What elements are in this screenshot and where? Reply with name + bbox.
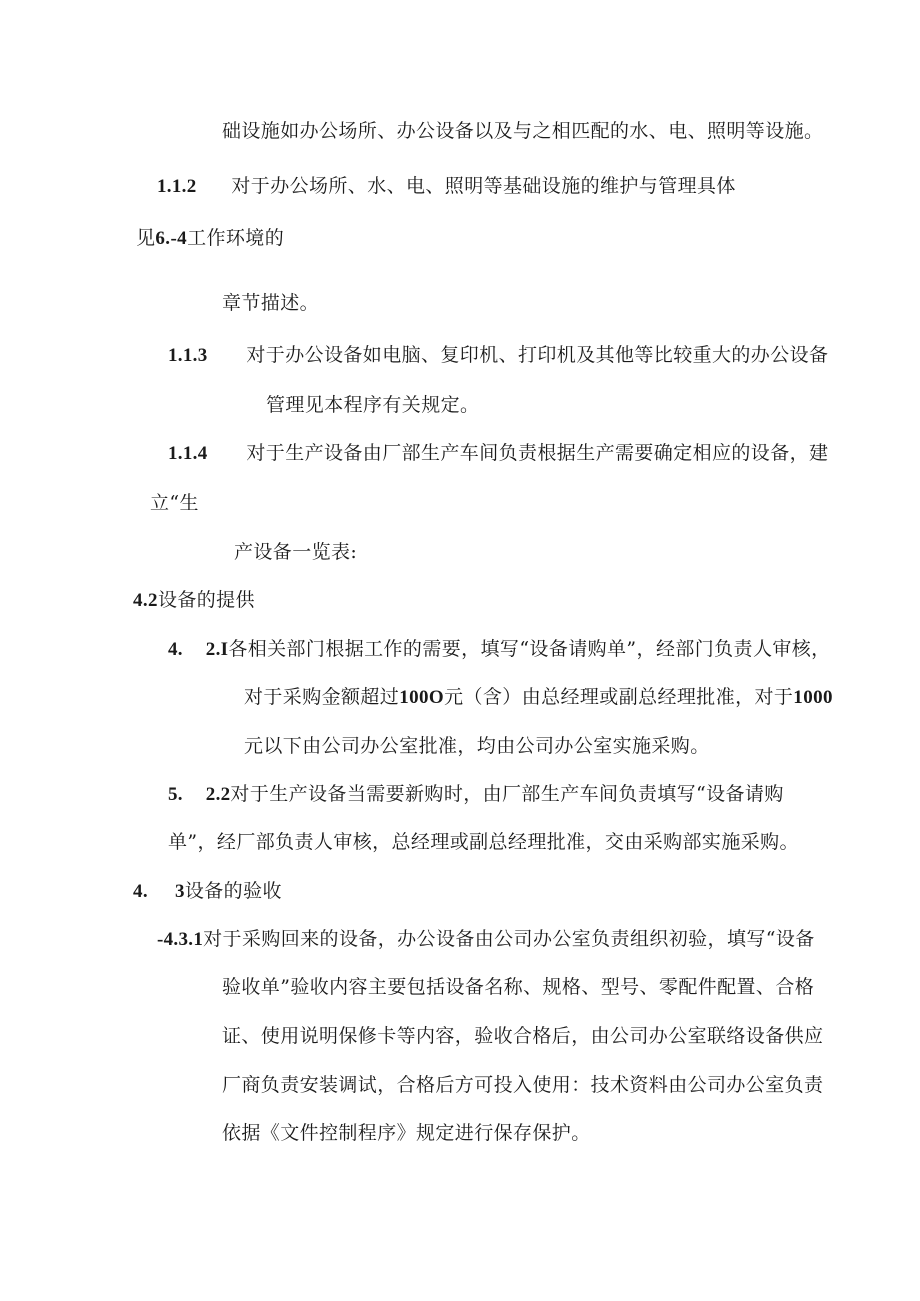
- section-4-3-1-line-3: [222, 1023, 823, 1049]
- section-title: 设备的验收: [184, 880, 282, 902]
- text-segment: 厂商负责安装调试，合格后方可投入使用：技术资料由公司办公室负责: [222, 1074, 824, 1096]
- section-number-part: 2.2: [205, 784, 231, 805]
- amount-number: 100O: [399, 687, 445, 708]
- section-4-2-2: [168, 781, 784, 808]
- section-4-2-1-line-3: [244, 733, 710, 759]
- section-4-3-1-line-5: [222, 1120, 591, 1146]
- section-number: 4.2: [133, 590, 158, 611]
- continuation-text: 工作环境的: [187, 227, 285, 249]
- section-number: 1.1.4: [168, 443, 208, 464]
- section-1-1-4-continuation: [150, 490, 199, 516]
- section-title: 设备的提供: [157, 589, 255, 611]
- section-text: 各相关部门根据工作的需要，填写“设备请购单”，经部门负责人审核，: [228, 638, 831, 660]
- section-number: 1.1.2: [157, 176, 197, 197]
- section-1-1-3: [168, 342, 828, 369]
- section-1-1-2-continuation: [136, 225, 284, 252]
- section-text: 对于生产设备当需要新购时，由厂部生产车间负责填写“设备请购: [230, 783, 784, 805]
- section-4-2-heading: [133, 587, 255, 614]
- continuation-text: 章节描述。: [222, 292, 320, 314]
- section-1-1-4: [168, 440, 828, 467]
- section-text: 对于采购回来的设备，办公设备由公司办公室负责组织初验，填写“设备: [203, 928, 815, 950]
- section-4-3-heading: [133, 878, 282, 905]
- continuation-prefix: 见: [136, 227, 156, 249]
- section-4-2-1: [168, 636, 831, 663]
- section-4-3-1-line-4: [222, 1072, 823, 1098]
- amount-number: 1000: [793, 687, 833, 708]
- section-4-2-2-continuation: [168, 829, 799, 855]
- section-number-part: 3: [174, 881, 185, 902]
- section-reference-number: 6.-4: [155, 228, 188, 249]
- section-1-1-2: [157, 173, 736, 200]
- continuation-text: 立“生: [150, 492, 199, 514]
- text-segment: 元（含）由总经理或副总经理批准，对于: [444, 686, 794, 708]
- section-4-3-1-line-2: [222, 974, 814, 1000]
- paragraph-text: 础设施如办公场所、办公设备以及与之相匹配的水、电、照明等设施。: [222, 120, 824, 142]
- continuation-text: 产设备一览表:: [234, 541, 358, 563]
- section-number: 1.1.3: [168, 345, 208, 366]
- section-number-part: 4.: [133, 881, 149, 902]
- section-4-3-1: [157, 926, 815, 953]
- text-segment: 对于采购金额超过: [244, 686, 400, 708]
- section-4-2-1-line-2: [244, 684, 833, 711]
- section-number-part: 2.I: [205, 639, 229, 660]
- section-1-1-4-continuation-2: [234, 539, 357, 565]
- text-segment: 元以下由公司办公室批准，均由公司办公室实施采购。: [244, 735, 710, 757]
- section-1-1-2-continuation-2: [222, 290, 319, 316]
- section-text: 对于生产设备由厂部生产车间负责根据生产需要确定相应的设备，建: [246, 442, 829, 464]
- continuation-text: 管理见本程序有关规定。: [266, 394, 480, 416]
- continuation-text: 单”，经厂部负责人审核，总经理或副总经理批准，交由采购部实施采购。: [168, 831, 799, 853]
- section-number: -4.3.1: [157, 929, 204, 950]
- section-1-1-3-continuation: [266, 392, 479, 418]
- section-number-part: 5.: [168, 784, 183, 805]
- section-text: 对于办公场所、水、电、照明等基础设施的维护与管理具体: [231, 175, 736, 197]
- text-segment: 验收单”验收内容主要包括设备名称、规格、型号、零配件配置、合格: [222, 976, 815, 998]
- text-segment: 依据《文件控制程序》规定进行保存保护。: [222, 1122, 591, 1144]
- paragraph-line: [222, 118, 823, 144]
- text-segment: 证、使用说明保修卡等内容，验收合格后，由公司办公室联络设备供应: [222, 1025, 824, 1047]
- section-number-part: 4.: [168, 639, 183, 660]
- section-text: 对于办公设备如电脑、复印机、打印机及其他等比较重大的办公设备: [246, 344, 829, 366]
